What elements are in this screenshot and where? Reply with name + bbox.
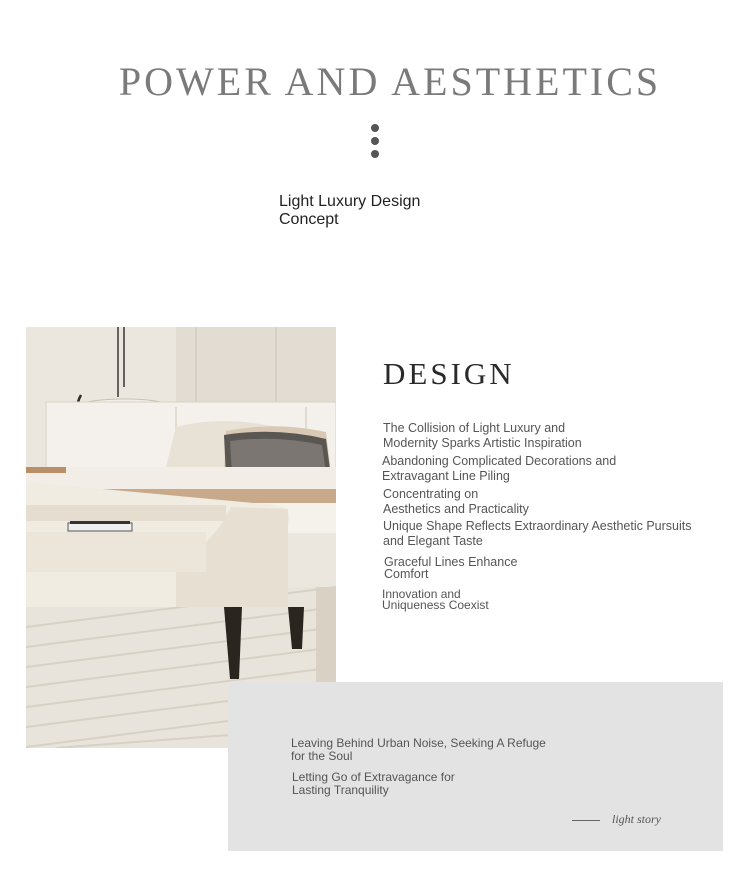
- feature-line: Concentrating on: [383, 487, 479, 501]
- tagline-1-line-a: Leaving Behind Urban Noise, Seeking A Refuge: [291, 736, 546, 750]
- dot: [371, 150, 379, 158]
- concept-line-2: Concept: [279, 211, 339, 228]
- tagline-card: [228, 682, 723, 851]
- page-title: POWER AND AESTHETICS: [118, 59, 662, 104]
- feature-item: [384, 556, 517, 580]
- feature-line: Aesthetics and Practicality: [383, 502, 529, 516]
- feature-line: Graceful Lines Enhance: [384, 555, 518, 569]
- concept-line-1: Light Luxury Design: [279, 193, 421, 210]
- feature-line: Innovation and: [382, 587, 461, 601]
- feature-line: Extravagant Line Piling: [382, 469, 510, 483]
- tagline-1-line-b: for the Soul: [291, 749, 353, 763]
- vertical-dots-divider: [371, 124, 379, 163]
- feature-item: [383, 421, 582, 451]
- signature-text: light story: [612, 812, 662, 826]
- tagline-2-line-a: Letting Go of Extravagance for: [292, 770, 455, 784]
- feature-item: [383, 487, 529, 517]
- tagline-1: [291, 737, 546, 763]
- signature-rule: [572, 820, 600, 821]
- dot: [371, 137, 379, 145]
- feature-item: [383, 519, 723, 549]
- feature-line: Abandoning Complicated Decorations and: [382, 454, 617, 468]
- feature-line: The Collision of Light Luxury and: [383, 421, 566, 435]
- tagline-2-line-b: Lasting Tranquility: [292, 783, 389, 797]
- feature-line: Unique Shape Reflects Extraordinary Aesthetic Pursuits: [383, 519, 692, 533]
- feature-line: and Elegant Taste: [383, 534, 483, 548]
- feature-item: [382, 589, 489, 611]
- tagline-2: [292, 771, 455, 797]
- design-heading: DESIGN: [383, 356, 515, 391]
- brand-signature: [572, 812, 692, 828]
- dot: [371, 124, 379, 132]
- concept-heading: [279, 193, 479, 229]
- feature-line: Comfort: [384, 567, 429, 581]
- feature-line: Modernity Sparks Artistic Inspiration: [383, 436, 582, 450]
- feature-item: [382, 454, 616, 484]
- feature-line: Uniqueness Coexist: [382, 598, 489, 612]
